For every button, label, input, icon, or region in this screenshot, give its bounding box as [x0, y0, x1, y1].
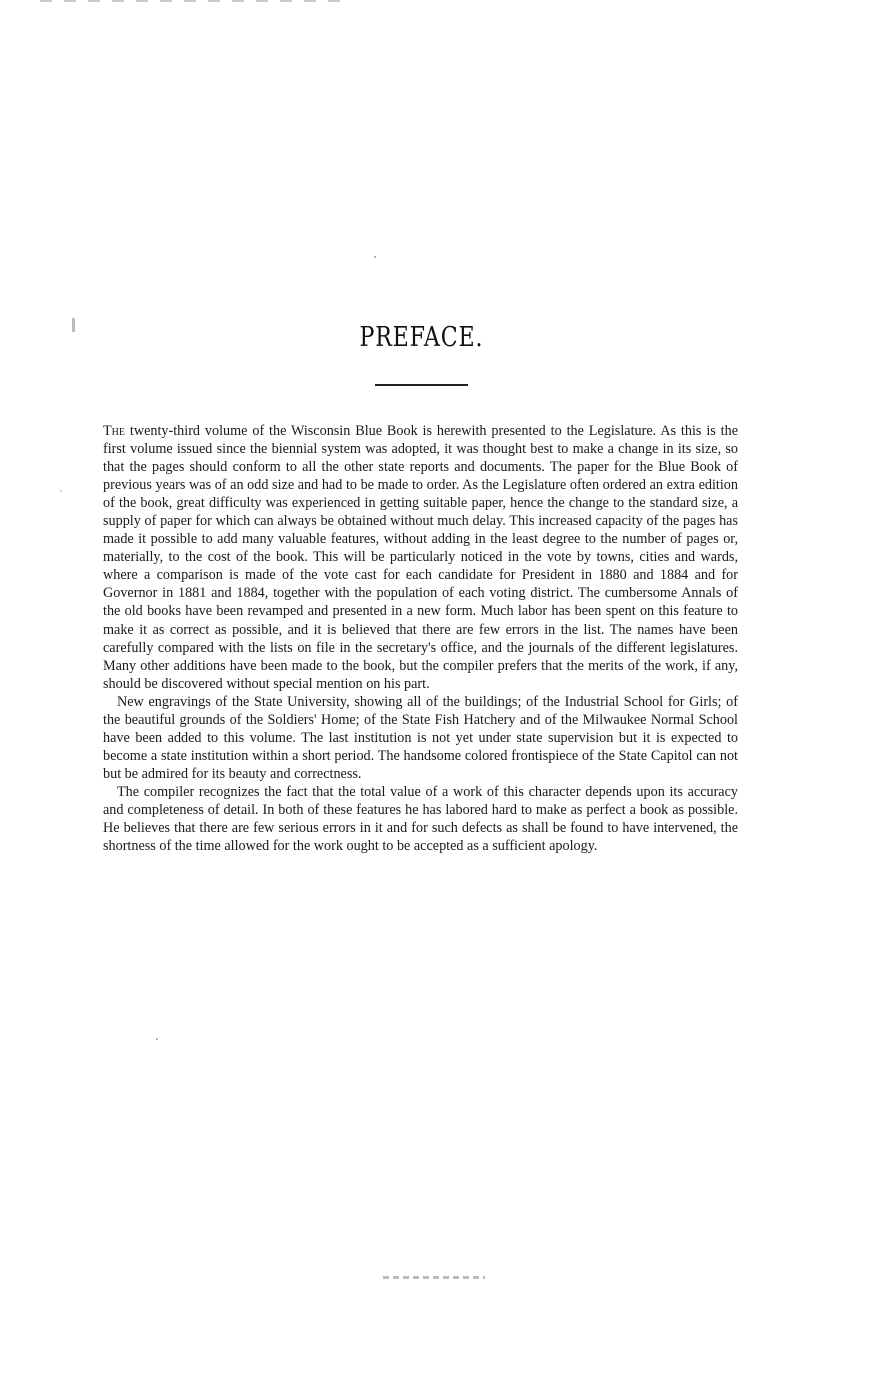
scan-artifact-bottom — [383, 1276, 485, 1279]
preface-body — [103, 422, 738, 855]
paragraph-3: The compiler recognizes the fact that the total value of a work of this character depends upon its accuracy and completeness of detail. In both of these features he has labored hard to make as perfect a book as possible. He believes that there are few serious errors in it and for such defects as shall be found to have intervened, the shortness of the time allowed for the work ought to be accepted as a sufficient apology. — [103, 783, 738, 855]
paragraph-1 — [103, 422, 738, 693]
title-rule — [375, 384, 468, 386]
scan-speck — [156, 1038, 158, 1040]
scan-speck — [72, 318, 75, 332]
page-title: PREFACE. — [359, 322, 484, 353]
paragraph-2: New engravings of the State University, showing all of the buildings; of the Industrial School for Girls; of the beautiful grounds of the Soldiers' Home; of the State Fish Hatchery and of the Milwaukee Normal School have been added to this volume. The last institution is not yet under state supervision but it is expected to become a state institution within a short period. The handsome colored frontispiece of the State Capitol can not but be admired for its beauty and correctness. — [103, 693, 738, 782]
scan-speck — [60, 490, 62, 492]
scan-speck — [374, 256, 376, 258]
paragraph-1-text: twenty-third volume of the Wisconsin Blue Book is herewith presented to the Legislature. As this is the first volume issued since the biennial system was adopted, it was thought best to make a change in its size, so that the pages should conform to all the other state reports and documents. The paper for the Blue Book of previous years was of an odd size and had to be made to order. As the Legislature often ordered an extra edition of the book, great difficulty was experienced in getting suitable paper, hence the change to the standard size, a supply of paper for which can always be obtained without much delay. This increased capacity of the pages has made it possible to add many valuable features, without adding in the least degree to the number of pages or, materially, to the cost of the book. This will be particularly noticed in the vote by towns, cities and wards, where a comparison is made of the vote cast for each candidate for President in 1880 and 1884 and for Governor in 1881 and 1884, together with the population of each voting district. The cumbersome Annals of the old books have been revamped and presented in a new form. Much labor has been spent on this feature to make it as correct as possible, and it is believed that there are few errors in the list. The names have been carefully compared with the lists on file in the secretary's office, and the journals of the different legislatures. Many other additions have been made to the book, but the compiler prefers that the merits of the work, if any, should be discovered without special mention on his part. — [103, 423, 738, 692]
opening-word: The — [103, 423, 125, 439]
scan-artifact-top — [40, 0, 340, 2]
